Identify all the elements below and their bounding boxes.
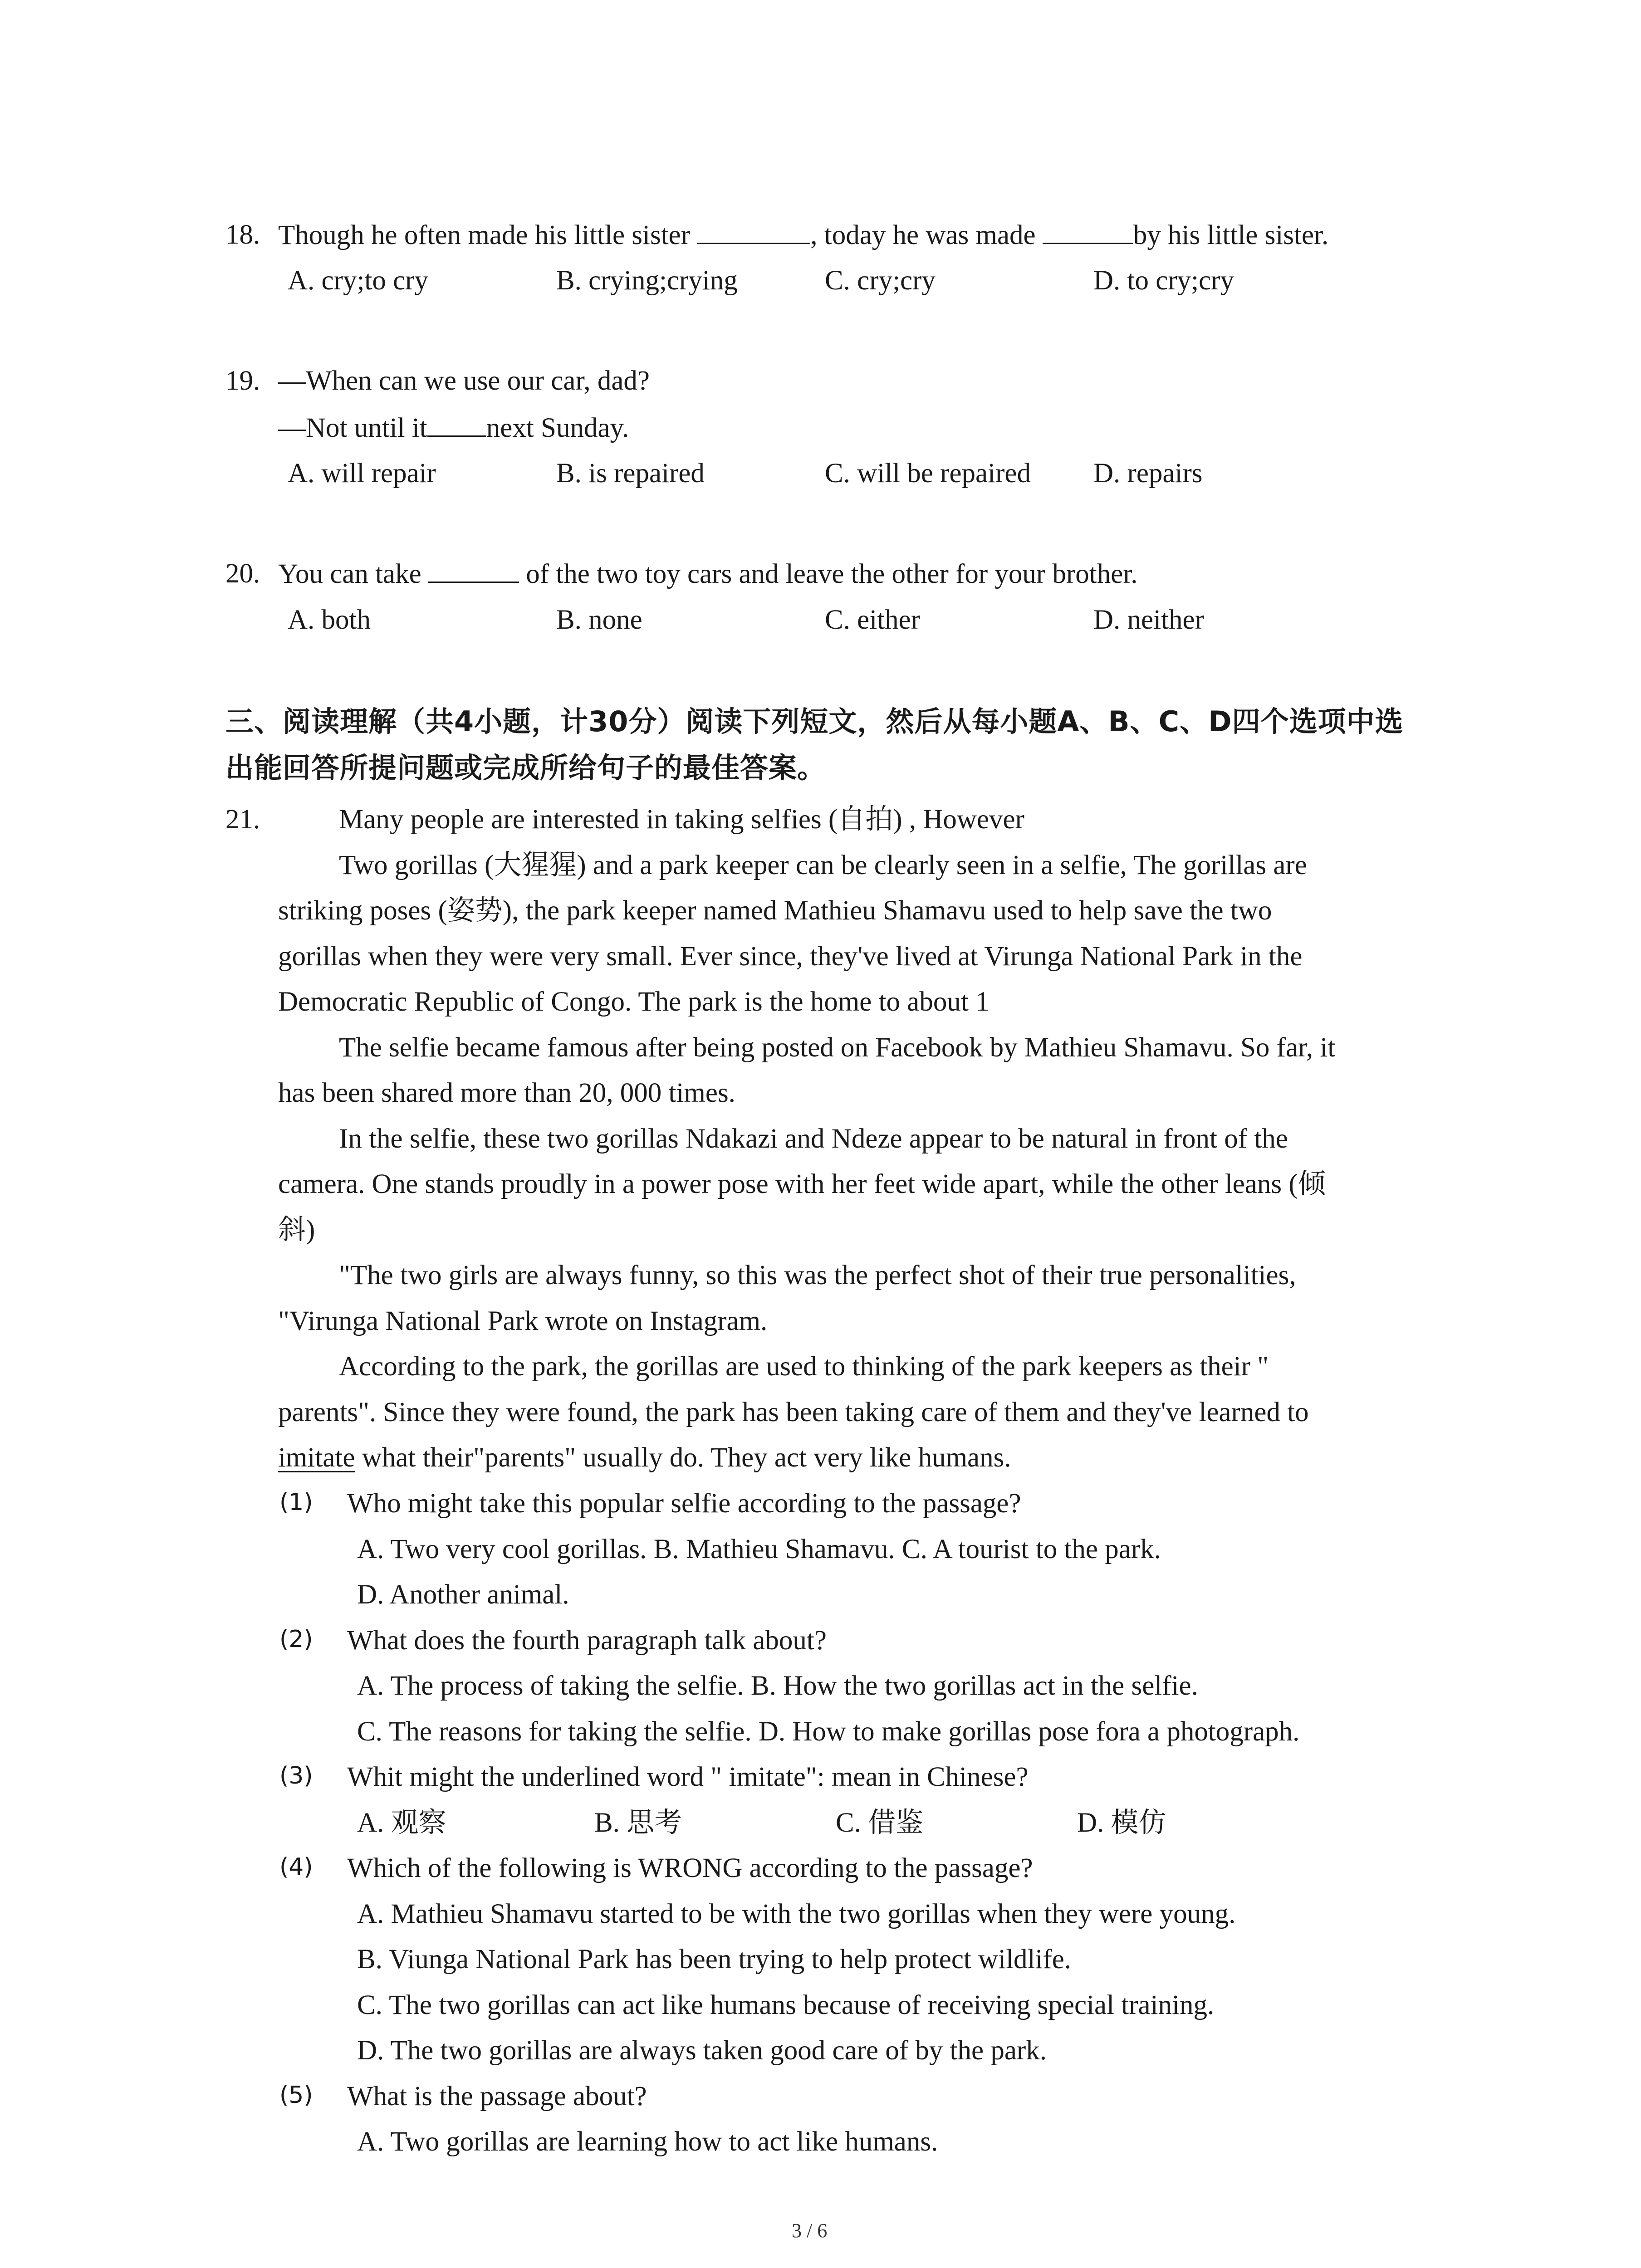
answer-blank: [1043, 221, 1133, 244]
option-line: A. Two gorillas are learning how to act like humans.: [357, 2126, 938, 2157]
passage-line: imitate what their"parents" usually do. They act very like humans.: [278, 1442, 1011, 1473]
option-a: A. cry;to cry: [288, 265, 428, 296]
option-line: C. The reasons for taking the selfie. D. How to make gorillas pose fora a photograph.: [357, 1716, 1300, 1747]
option-line: A. Mathieu Shamavu started to be with the two gorillas when they were young.: [357, 1899, 1236, 1929]
answer-blank: [427, 414, 486, 437]
subquestion-stem: Which of the following is WRONG according to the passage?: [347, 1853, 1033, 1883]
underlined-word: imitate: [278, 1442, 355, 1473]
passage-line: Two gorillas (大猩猩) and a park keeper can be clearly seen in a selfie, The gorillas are: [339, 850, 1307, 880]
answer-blank: [428, 560, 519, 583]
question-stem: Though he often made his little sister , today he was made by his little sister.: [278, 220, 1329, 250]
option-line: D. The two gorillas are always taken good care of by the park.: [357, 2035, 1047, 2066]
subquestion-stem: What does the fourth paragraph talk about?: [347, 1625, 827, 1656]
passage-line: camera. One stands proudly in a power pose with her feet wide apart, while the other leans (倾: [278, 1169, 1326, 1199]
passage-line: The selfie became famous after being posted on Facebook by Mathieu Shamavu. So far, it: [339, 1032, 1336, 1063]
option-b: B. none: [556, 605, 642, 635]
option-d: D. repairs: [1093, 458, 1203, 489]
passage-line: Democratic Republic of Congo. The park is the home to about 1: [278, 987, 989, 1017]
subquestion-number: (4): [279, 1853, 313, 1881]
passage-line: According to the park, the gorillas are used to thinking of the park keepers as their ": [339, 1351, 1269, 1382]
passage-line: striking poses (姿势), the park keeper named Mathieu Shamavu used to help save the two: [278, 895, 1272, 926]
subquestion-stem: Whit might the underlined word " imitate": mean in Chinese?: [347, 1762, 1029, 1792]
passage-line: has been shared more than 20, 000 times.: [278, 1078, 735, 1108]
option-c: C. cry;cry: [825, 265, 936, 296]
passage-line: Many people are interested in taking selfies (自拍) , However: [339, 804, 1024, 835]
option-line: C. The two gorillas can act like humans because of receiving special training.: [357, 1990, 1215, 2020]
option-d: D. to cry;cry: [1093, 265, 1234, 296]
passage-line: parents". Since they were found, the park has been taking care of them and they've learned to: [278, 1397, 1309, 1427]
dialogue-line: —When can we use our car, dad?: [278, 366, 650, 396]
passage-line: gorillas when they were very small. Ever since, they've lived at Virunga National Park in the: [278, 941, 1303, 972]
option-c: C. will be repaired: [825, 458, 1031, 489]
section-heading-line: 出能回答所提问题或完成所给句子的最佳答案。: [225, 751, 826, 784]
passage-line: In the selfie, these two gorillas Ndakazi and Ndeze appear to be natural in front of the: [339, 1124, 1288, 1154]
question-number: 20.: [225, 558, 260, 589]
answer-blank: [697, 221, 810, 244]
subquestion-stem: What is the passage about?: [347, 2081, 647, 2112]
question-number: 21.: [225, 804, 260, 835]
option-b: B. is repaired: [556, 458, 705, 489]
subquestion-stem: Who might take this popular selfie according to the passage?: [347, 1488, 1021, 1519]
page-number: 3 / 6: [792, 2219, 828, 2242]
option-b: B. crying;crying: [556, 265, 738, 296]
question-number: 19.: [225, 366, 260, 396]
option-d: D. 模仿: [1077, 1808, 1166, 1838]
subquestion-number: (3): [279, 1762, 313, 1789]
question-stem: You can take of the two toy cars and leave the other for your brother.: [278, 559, 1138, 589]
subquestion-number: (5): [279, 2082, 313, 2109]
subquestion-number: (2): [279, 1626, 313, 1653]
option-b: B. 思考: [594, 1808, 682, 1838]
subquestion-number: (1): [279, 1489, 313, 1516]
option-line: D. Another animal.: [357, 1579, 569, 1610]
option-a: A. 观察: [357, 1808, 446, 1838]
option-line: A. Two very cool gorillas. B. Mathieu Shamavu. C. A tourist to the park.: [357, 1534, 1161, 1564]
passage-line: "Virunga National Park wrote on Instagram.: [278, 1306, 768, 1336]
question-number: 18.: [225, 220, 260, 250]
option-d: D. neither: [1093, 605, 1204, 635]
option-c: C. 借鉴: [836, 1808, 924, 1838]
dialogue-line: —Not until it next Sunday.: [278, 413, 629, 443]
option-line: B. Viunga National Park has been trying to help protect wildlife.: [357, 1944, 1072, 1975]
section-heading-line: 三、阅读理解（共4小题，计30分）阅读下列短文，然后从每小题A、B、C、D四个选项中选: [225, 705, 1404, 738]
option-a: A. both: [288, 605, 371, 635]
option-c: C. either: [825, 605, 921, 635]
passage-line: 斜): [278, 1215, 315, 1245]
option-line: A. The process of taking the selfie. B. How the two gorillas act in the selfie.: [357, 1671, 1198, 1701]
option-a: A. will repair: [288, 458, 436, 489]
passage-line: "The two girls are always funny, so this was the perfect shot of their true personalities,: [339, 1260, 1296, 1290]
